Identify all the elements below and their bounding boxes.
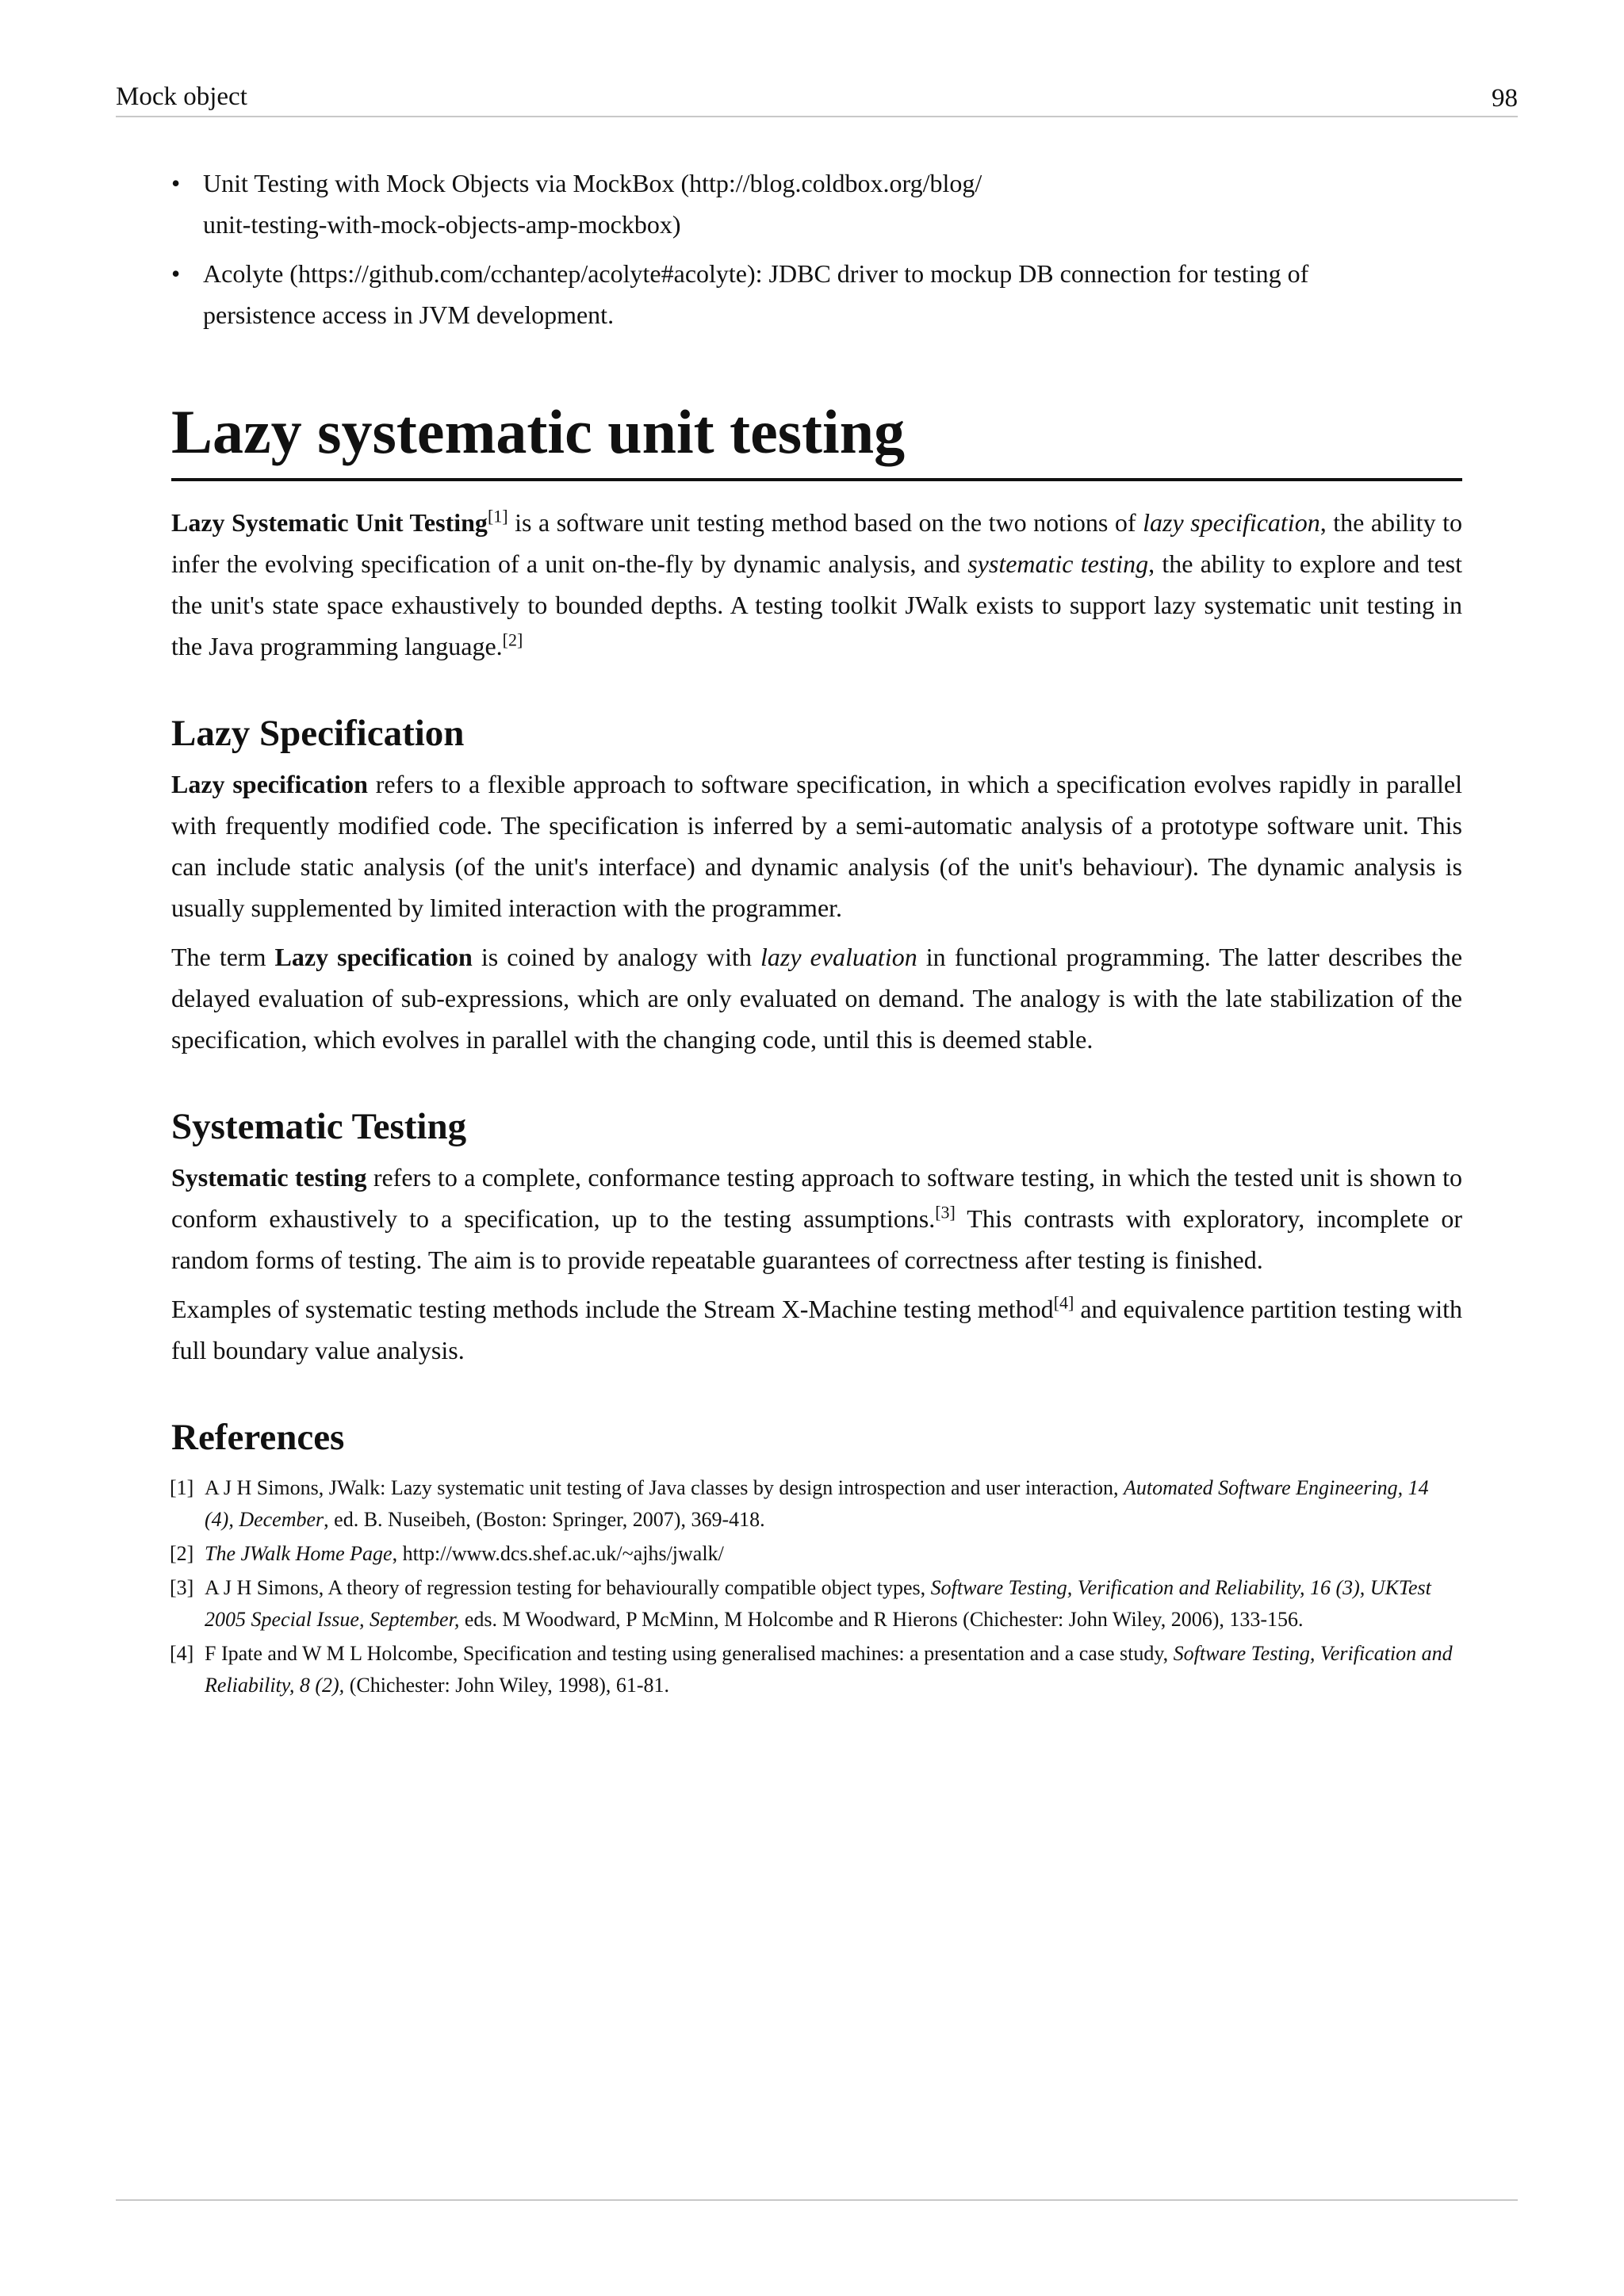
citation-3[interactable]: [3] (935, 1202, 956, 1223)
italic-term: Software Testing, Verification and Reliability, 16 (3), UKTest 2005 Special Issue, September, (205, 1576, 1431, 1631)
page-number: 98 (1492, 84, 1518, 113)
paragraph (171, 763, 1462, 928)
list-item-line: persistence access in JVM development. (203, 300, 615, 329)
reference-item (170, 1472, 1462, 1536)
reference-number: [3] (170, 1576, 194, 1599)
text-run: , http://www.dcs.shef.ac.uk/~ajhs/jwalk/ (392, 1542, 724, 1565)
italic-term: lazy specification (1143, 508, 1320, 537)
text-run: The term (171, 943, 275, 971)
paragraph (171, 936, 1462, 1060)
list-item (171, 163, 1462, 245)
reference-number: [2] (170, 1542, 194, 1565)
italic-term: lazy evaluation (760, 943, 917, 971)
bold-term: Lazy specification (274, 943, 473, 971)
reference-item (170, 1572, 1462, 1636)
section-heading-references: References (171, 1417, 345, 1458)
text-run: , the ability to explore and test the unit's state space exhaustively to bounded depths. A testing toolkit JWalk exists to support lazy systematic unit testing in the Java programming language. (171, 549, 1463, 660)
paragraph (171, 1288, 1462, 1371)
citation-4[interactable]: [4] (1053, 1292, 1074, 1313)
bold-term: Systematic testing (171, 1163, 367, 1192)
section-heading-systematic-testing: Systematic Testing (171, 1106, 467, 1147)
text-run: is coined by analogy with (472, 943, 761, 971)
references-list (170, 1472, 1462, 1701)
text-run: This contrasts with exploratory, incomplete or random forms of testing. The aim is to provide repeatable guarantees of correctness after testing is finished. (171, 1204, 1463, 1274)
reference-item (170, 1538, 1462, 1570)
text-run: F Ipate and W M L Holcombe, Specification and testing using generalised machines: a presentation and a case study, (205, 1642, 1174, 1665)
list-item-line: unit-testing-with-mock-objects-amp-mockbox) (203, 210, 681, 239)
list-item (171, 253, 1462, 335)
paragraph (171, 1157, 1462, 1280)
text-run: Examples of systematic testing methods include the Stream X-Machine testing method (171, 1295, 1054, 1323)
text-run: A J H Simons, JWalk: Lazy systematic unit testing of Java classes by design introspection and user interaction, (205, 1476, 1124, 1499)
italic-term: Automated Software Engineering, 14 (4), December (205, 1476, 1429, 1531)
article-title: Lazy systematic unit testing (171, 392, 1462, 481)
intro-paragraph (171, 502, 1462, 667)
bold-term: Lazy Systematic Unit Testing (171, 508, 488, 537)
text-run: , ed. B. Nuseibeh, (Boston: Springer, 2007), 369-418. (324, 1508, 765, 1531)
italic-term: systematic testing (967, 549, 1149, 578)
text-run: refers to a flexible approach to software specification, in which a specification evolves rapidly in parallel with frequently modified code. The specification is inferred by a semi-automatic analysis of a prototype software unit. This can include static analysis (of the unit's interface) and dynamic analysis (of the unit's behaviour). The dynamic analysis is usually supplemented by limited interaction with the programmer. (171, 770, 1463, 922)
text-run: , the ability to infer the evolving specification of a unit on-the-fly by dynamic analysis, and (171, 508, 1463, 578)
italic-term: Software Testing, Verification and Reliability, 8 (2), (205, 1642, 1453, 1697)
reference-number: [1] (170, 1476, 194, 1499)
running-header (116, 79, 1518, 117)
citation-1[interactable]: [1] (487, 506, 508, 526)
reference-item (170, 1638, 1462, 1701)
text-run: A J H Simons, A theory of regression testing for behaviourally compatible object types, (205, 1576, 931, 1599)
section-heading-lazy-specification: Lazy Specification (171, 713, 465, 754)
italic-term: The JWalk Home Page (205, 1542, 393, 1565)
text-run: is a software unit testing method based on the two notions of (508, 508, 1143, 537)
header-title: Mock object (116, 82, 247, 111)
text-run: refers to a complete, conformance testing approach to software testing, in which the tested unit is shown to conform exhaustively to a specification, up to the testing assumptions. (171, 1163, 1463, 1233)
text-run: (Chichester: John Wiley, 1998), 61-81. (344, 1674, 670, 1697)
text-run: in functional programming. The latter describes the delayed evaluation of sub-expressions, which are only evaluated on demand. The analogy is with the late stabilization of the specification, which evolves in parallel with the changing code, until this is deemed stable. (171, 943, 1463, 1054)
reference-number: [4] (170, 1642, 194, 1665)
list-item-line: Acolyte (https://github.com/cchantep/acolyte#acolyte): JDBC driver to mockup DB connection for testing of (203, 259, 1309, 288)
text-run: and equivalence partition testing with full boundary value analysis. (171, 1295, 1463, 1364)
external-links-list (171, 163, 1462, 335)
list-item-line: Unit Testing with Mock Objects via MockBox (http://blog.coldbox.org/blog/ (203, 169, 982, 197)
bold-term: Lazy specification (171, 770, 368, 798)
page-content (171, 163, 1462, 1704)
footer-rule (116, 2199, 1518, 2201)
citation-2[interactable]: [2] (502, 629, 523, 650)
text-run: eds. M Woodward, P McMinn, M Holcombe and R Hierons (Chichester: John Wiley, 2006), 133-156. (459, 1608, 1304, 1631)
